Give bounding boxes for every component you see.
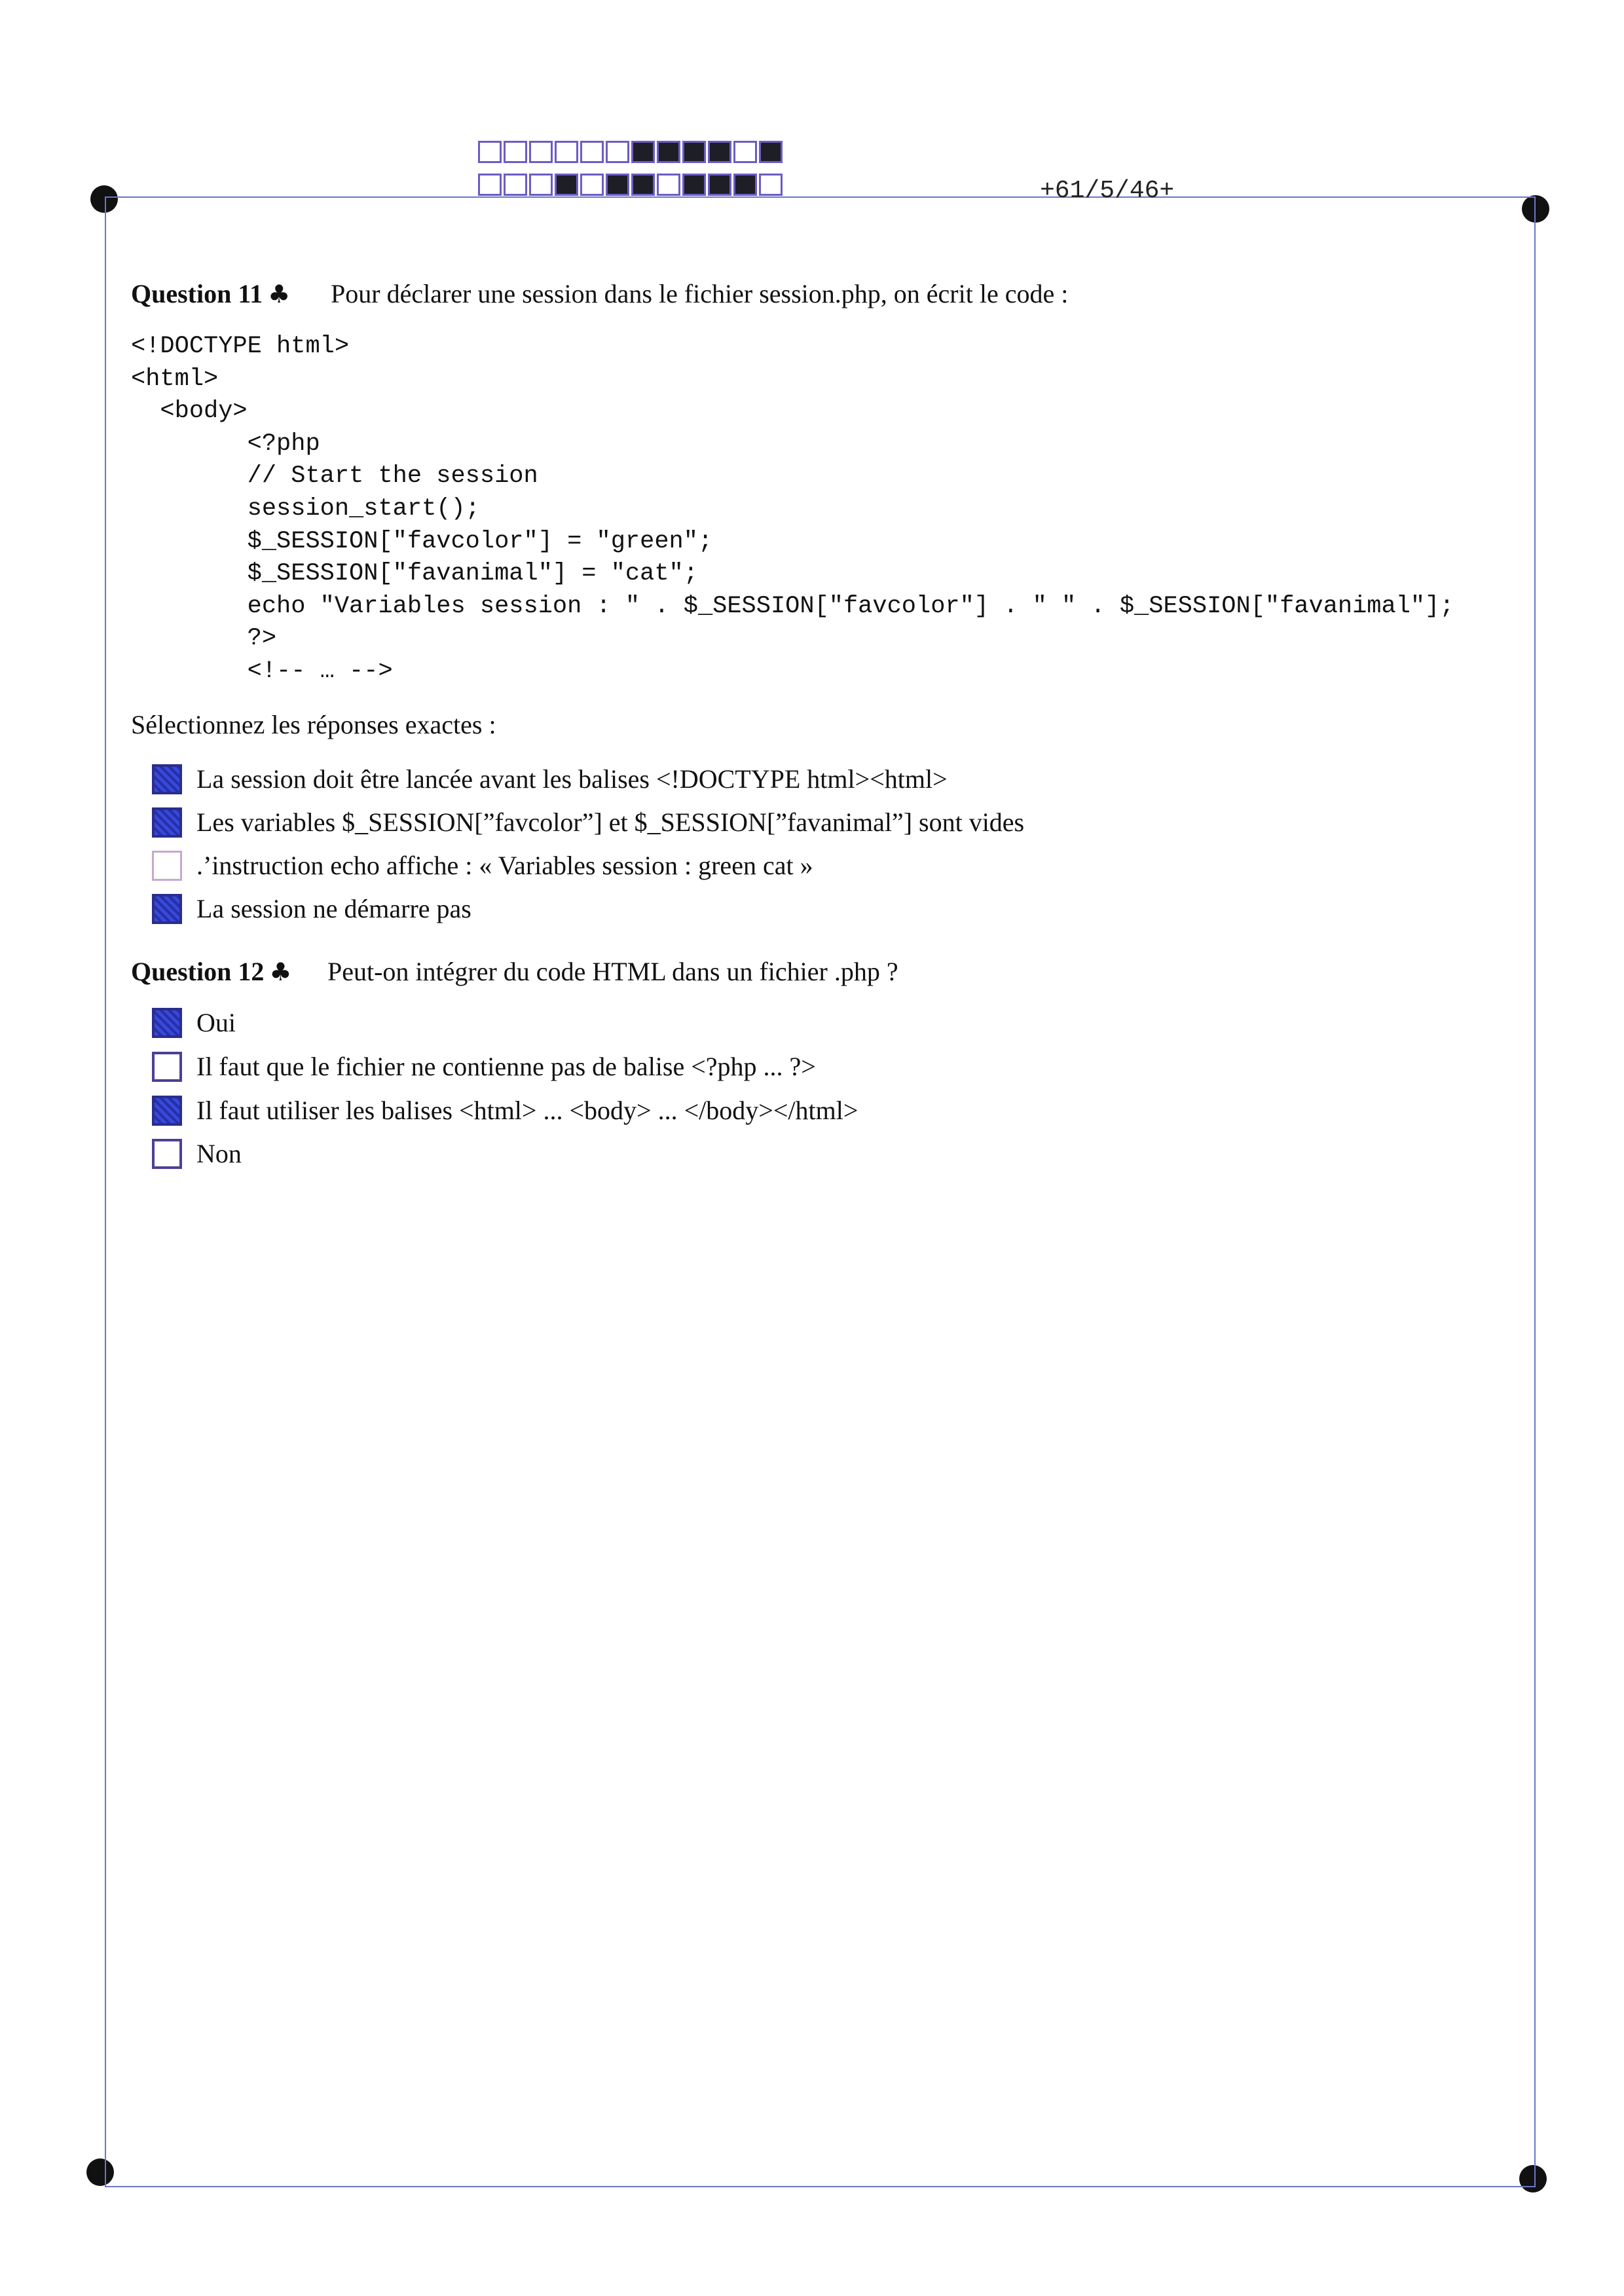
- barcode-cell: [682, 141, 706, 163]
- answer-q12-2[interactable]: [152, 1051, 816, 1082]
- question-text: Pour déclarer une session dans le fichier session.php, on écrit le code :: [331, 279, 1069, 308]
- answer-q11-3[interactable]: [152, 850, 813, 881]
- answer-q11-4[interactable]: [152, 893, 471, 924]
- answer-q12-1[interactable]: [152, 1007, 236, 1038]
- barcode-cell: [504, 141, 527, 163]
- question-text: Peut-on intégrer du code HTML dans un fichier .php ?: [327, 957, 898, 986]
- answer-checkbox[interactable]: [152, 851, 182, 881]
- answer-checkbox[interactable]: [152, 894, 182, 924]
- answer-label: La session ne démarre pas: [196, 894, 471, 923]
- answer-label: Il faut utiliser les balises <html> ... <body> ... </body></html>: [196, 1096, 858, 1125]
- barcode-cell: [631, 141, 655, 163]
- answer-q11-2[interactable]: [152, 807, 1024, 838]
- code-line: <?php: [247, 430, 320, 458]
- question-label: Question 11: [131, 279, 263, 308]
- barcode-cell: [606, 141, 629, 163]
- barcode-cell: [631, 174, 655, 196]
- barcode-cell: [478, 174, 502, 196]
- page-identifier: +61/5/46+: [1040, 177, 1175, 205]
- barcode-cell: [759, 174, 783, 196]
- answer-checkbox[interactable]: [152, 1052, 182, 1082]
- barcode-cell: [657, 174, 680, 196]
- php-code-block: [131, 331, 1454, 688]
- code-line: ?>: [247, 625, 277, 653]
- code-line: $_SESSION["favcolor"] = "green";: [247, 527, 713, 555]
- code-line: echo "Variables session : " . $_SESSION["favcolor"] . " " . $_SESSION["favanimal"];: [247, 592, 1454, 620]
- code-line: <body>: [160, 398, 248, 426]
- answer-checkbox[interactable]: [152, 1008, 182, 1038]
- code-line: <html>: [131, 365, 219, 393]
- answer-label: Il faut que le fichier ne contienne pas de balise <?php ... ?>: [196, 1052, 816, 1081]
- code-line: session_start();: [247, 494, 480, 523]
- barcode-cell: [708, 141, 731, 163]
- barcode-cell: [504, 174, 527, 196]
- barcode-cell: [606, 174, 629, 196]
- answer-label: .’instruction echo affiche : « Variables session : green cat »: [196, 851, 813, 880]
- barcode-cell: [733, 174, 757, 196]
- club-icon: ♣: [268, 280, 291, 308]
- answer-q11-1[interactable]: [152, 764, 948, 794]
- barcode-cell: [708, 174, 731, 196]
- answer-checkbox[interactable]: [152, 807, 182, 838]
- code-line: $_SESSION["favanimal"] = "cat";: [247, 560, 698, 588]
- barcode-cell: [580, 174, 604, 196]
- answer-checkbox[interactable]: [152, 1096, 182, 1126]
- instruction-text: Sélectionnez les réponses exactes :: [131, 710, 496, 739]
- barcode-cell: [733, 141, 757, 163]
- answer-label: Les variables $_SESSION[”favcolor”] et $_SESSION[”favanimal”] sont vides: [196, 807, 1025, 837]
- answer-label: Oui: [196, 1008, 236, 1037]
- answer-q12-3[interactable]: [152, 1095, 858, 1126]
- club-icon: ♣: [269, 957, 292, 986]
- question-12-header: [131, 956, 898, 987]
- barcode-cell: [657, 141, 680, 163]
- answer-label: La session doit être lancée avant les balises <!DOCTYPE html><html>: [196, 764, 948, 794]
- barcode-cell: [555, 141, 578, 163]
- code-line: // Start the session: [247, 462, 538, 491]
- question-11-header: [131, 278, 1069, 309]
- barcode-cell: [555, 174, 578, 196]
- code-line: <!DOCTYPE html>: [131, 333, 350, 360]
- answer-checkbox[interactable]: [152, 1139, 182, 1169]
- answer-label: Non: [196, 1139, 242, 1168]
- barcode-cell: [580, 141, 604, 163]
- barcode-cell: [529, 174, 553, 196]
- barcode-cell: [682, 174, 706, 196]
- question-label: Question 12: [131, 957, 265, 986]
- barcode-row-1: [478, 141, 783, 163]
- barcode-cell: [759, 141, 783, 163]
- barcode-row-2: [478, 174, 783, 196]
- answer-checkbox[interactable]: [152, 764, 182, 794]
- barcode-cell: [478, 141, 502, 163]
- answer-q12-4[interactable]: [152, 1138, 242, 1169]
- code-line: <!-- … -->: [131, 657, 393, 685]
- barcode-cell: [529, 141, 553, 163]
